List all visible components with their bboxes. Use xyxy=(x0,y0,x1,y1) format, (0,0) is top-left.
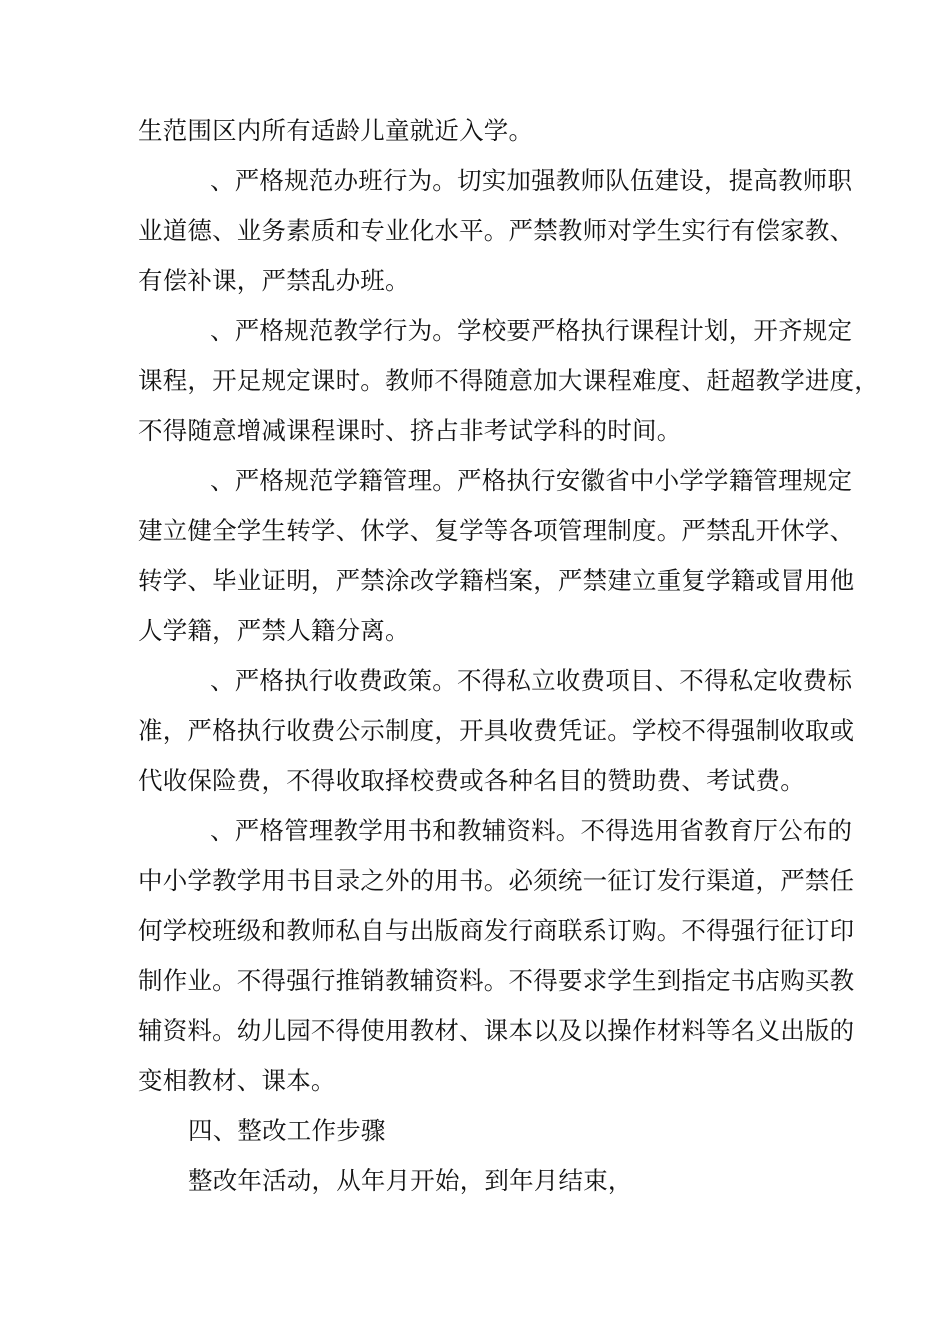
text-line: 建立健全学生转学、休学、复学等各项管理制度。严禁乱开休学、 xyxy=(138,516,855,545)
text-line: 何学校班级和教师私自与出版商发行商联系订购。不得强行征订印 xyxy=(138,916,855,945)
text-line: 代收保险费，不得收取择校费或各种名目的赞助费、考试费。 xyxy=(138,766,805,795)
text-line: 不得随意增减课程课时、挤占非考试学科的时间。 xyxy=(138,416,682,445)
text-line: 变相教材、课本。 xyxy=(138,1066,336,1095)
text-line: 整改年活动，从年月开始，到年月结束， xyxy=(188,1166,633,1195)
text-line: 中小学教学用书目录之外的用书。必须统一征订发行渠道，严禁任 xyxy=(138,866,855,895)
text-line: 有偿补课，严禁乱办班。 xyxy=(138,266,410,295)
text-line: 业道德、业务素质和专业化水平。严禁教师对学生实行有偿家教、 xyxy=(138,216,855,245)
text-line: 生范围区内所有适龄儿童就近入学。 xyxy=(138,116,534,145)
text-line: 、严格规范学籍管理。严格执行安徽省中小学学籍管理规定 xyxy=(210,466,853,495)
text-line: 、严格规范办班行为。切实加强教师队伍建设，提高教师职 xyxy=(210,166,853,195)
text-line: 、严格管理教学用书和教辅资料。不得选用省教育厅公布的 xyxy=(210,816,853,845)
text-line: 人学籍，严禁人籍分离。 xyxy=(138,616,410,645)
text-line: 制作业。不得强行推销教辅资料。不得要求学生到指定书店购买教 xyxy=(138,966,855,995)
section-heading: 四、整改工作步骤 xyxy=(188,1116,386,1145)
text-line: 辅资料。幼儿园不得使用教材、课本以及以操作材料等名义出版的 xyxy=(138,1016,855,1045)
text-line: 、严格规范教学行为。学校要严格执行课程计划，开齐规定 xyxy=(210,316,853,345)
text-line: 准，严格执行收费公示制度，开具收费凭证。学校不得强制收取或 xyxy=(138,716,855,745)
text-line: 转学、毕业证明，严禁涂改学籍档案，严禁建立重复学籍或冒用他 xyxy=(138,566,855,595)
text-line: 课程，开足规定课时。教师不得随意加大课程难度、赶超教学进度， xyxy=(138,366,879,395)
text-line: 、严格执行收费政策。不得私立收费项目、不得私定收费标 xyxy=(210,666,853,695)
